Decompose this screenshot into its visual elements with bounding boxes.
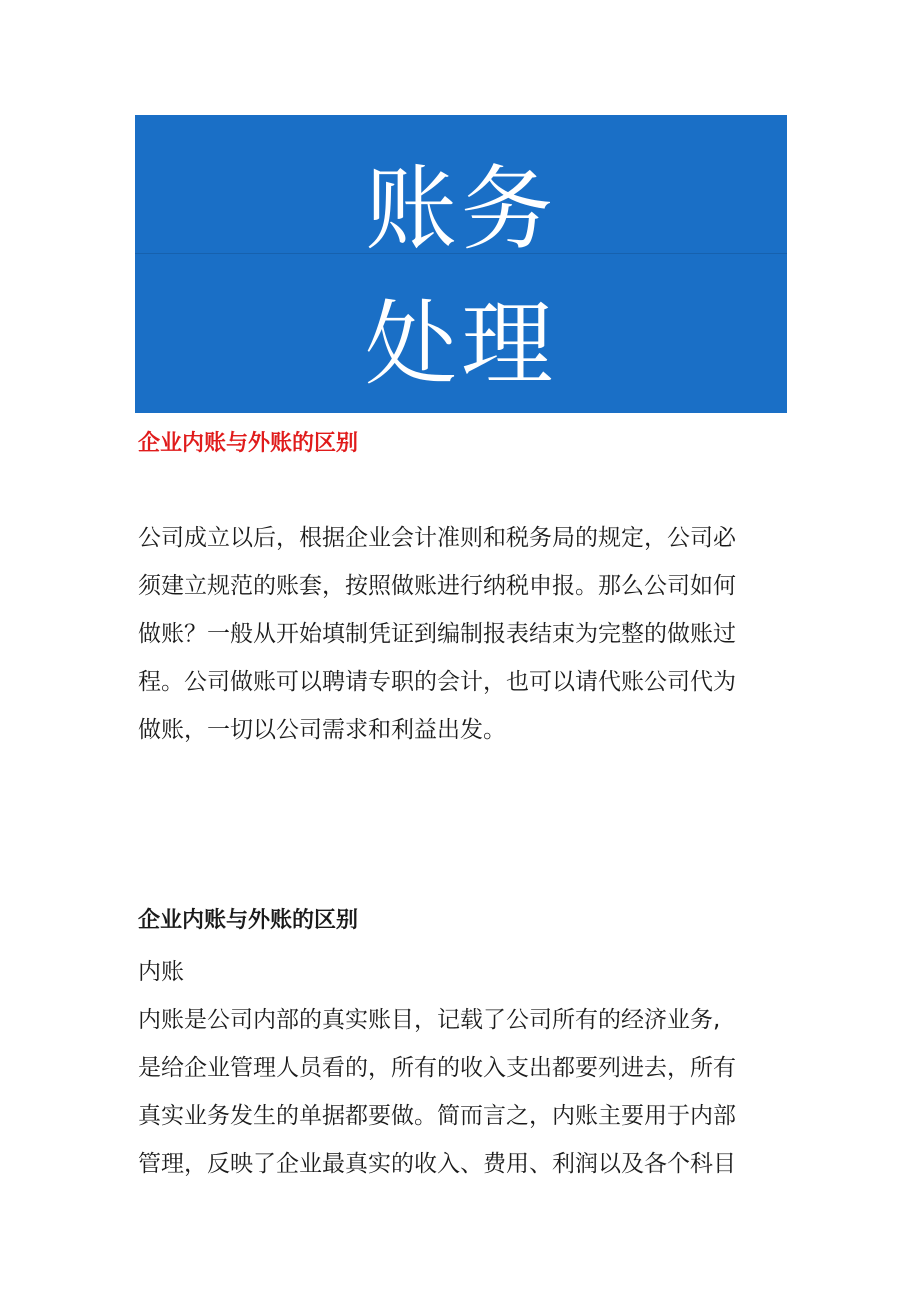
banner-title-line-2: 处理 bbox=[364, 291, 557, 398]
title-banner bbox=[135, 115, 787, 413]
sub-heading-internal-accounts: 内账 bbox=[138, 959, 184, 985]
intro-line: 公司成立以后，根据企业会计准则和税务局的规定，公司必 bbox=[138, 525, 736, 551]
intro-line: 须建立规范的账套，按照做账进行纳税申报。那么公司如何 bbox=[138, 573, 736, 599]
intro-line: 做账？一般从开始填制凭证到编制报表结束为完整的做账过 bbox=[138, 621, 736, 647]
body-line: 管理，反映了企业最真实的收入、费用、利润以及各个科目 bbox=[138, 1151, 736, 1177]
body-line: 内账是公司内部的真实账目，记载了公司所有的经济业务, bbox=[138, 1007, 721, 1033]
banner-title-line-1: 账务 bbox=[364, 156, 557, 263]
body-line: 是给企业管理人员看的，所有的收入支出都要列进去，所有 bbox=[138, 1055, 736, 1081]
body-line: 真实业务发生的单据都要做。简而言之，内账主要用于内部 bbox=[138, 1103, 736, 1129]
section-heading: 企业内账与外账的区别 bbox=[138, 908, 359, 933]
intro-line: 程。公司做账可以聘请专职的会计，也可以请代账公司代为 bbox=[138, 669, 736, 695]
intro-line: 做账，一切以公司需求和利益出发。 bbox=[138, 717, 506, 743]
banner-divider bbox=[135, 253, 787, 254]
internal-accounts-paragraph bbox=[138, 996, 798, 1188]
intro-paragraph bbox=[138, 514, 798, 754]
red-heading: 企业内账与外账的区别 bbox=[138, 431, 359, 456]
